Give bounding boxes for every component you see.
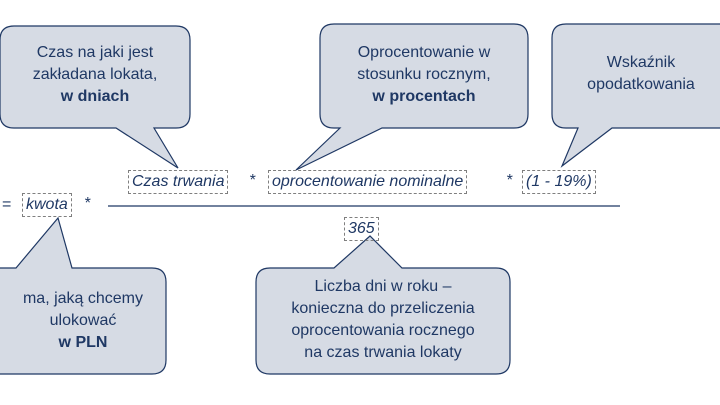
tax-callout-line1: Wskaźnik xyxy=(606,54,676,71)
duration-callout-line2: zakładana lokata, xyxy=(32,66,158,83)
days-callout-line4: na czas trwania lokaty xyxy=(304,344,462,361)
days-callout xyxy=(256,276,510,364)
days-callout-line3: oprocentowania rocznego xyxy=(291,322,475,339)
duration-callout-line3: w dniach xyxy=(60,88,130,105)
days-callout-line2: konieczna do przeliczenia xyxy=(291,300,475,317)
amount-callout-line1: ma, jaką chcemy xyxy=(22,290,144,307)
formula-multiply-amount: * xyxy=(84,195,91,212)
days-callout-line1: Liczba dni w roku – xyxy=(314,278,452,295)
rate-callout-line1: Oprocentowanie w xyxy=(357,44,491,61)
tax-callout-line2: opodatkowania xyxy=(587,76,695,93)
formula-duration: Czas trwania xyxy=(128,170,228,194)
duration-callout-line1: Czas na jaki jest xyxy=(36,44,154,61)
formula-equals: = xyxy=(2,196,12,213)
amount-callout xyxy=(0,288,166,354)
rate-callout xyxy=(320,42,528,108)
duration-callout xyxy=(0,42,190,108)
formula-tax-factor: (1 - 19%) xyxy=(522,170,596,194)
amount-callout-line3: w PLN xyxy=(58,334,108,351)
amount-callout-line2: ulokować xyxy=(49,312,117,329)
formula-amount: kwota xyxy=(22,193,72,217)
tax-callout xyxy=(562,52,720,96)
formula-rate: oprocentowanie nominalne xyxy=(268,170,467,194)
rate-callout-line2: stosunku rocznym, xyxy=(357,66,491,83)
rate-callout-line3: w procentach xyxy=(372,88,476,105)
formula-multiply-rate: * xyxy=(506,172,513,189)
formula-denominator: 365 xyxy=(344,217,379,241)
formula-multiply-duration: * xyxy=(249,172,256,189)
